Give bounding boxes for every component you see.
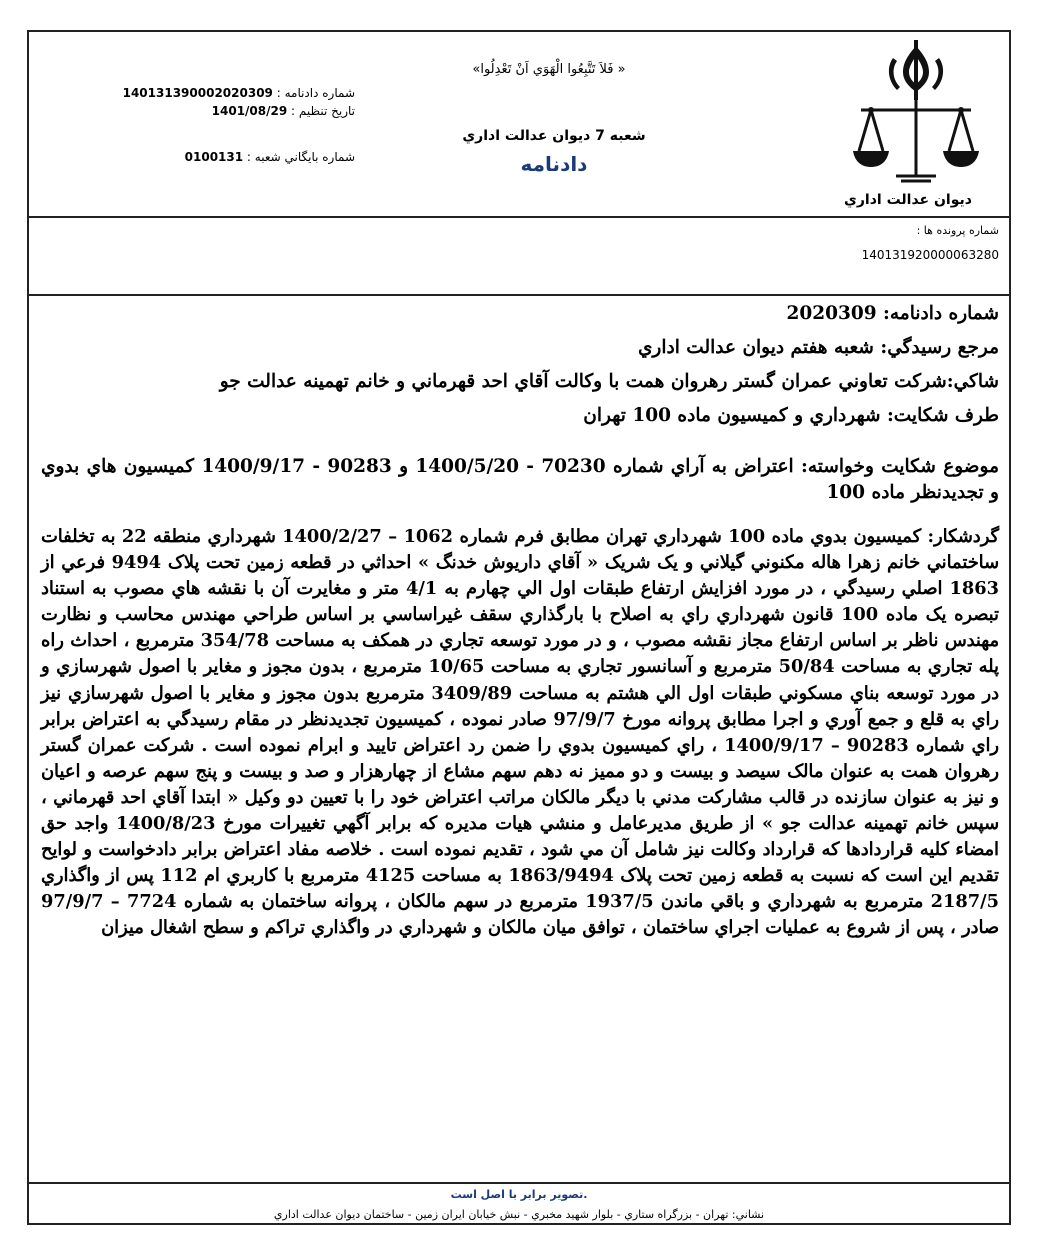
document-title: دادنامه — [520, 152, 588, 176]
date-row — [107, 102, 355, 120]
authority-line: مرجع رسيدگي: شعبه هفتم ديوان عدالت اداري — [637, 337, 999, 358]
subject-paragraph: موضوع شكايت وخواسته: اعتراض به آراي شماره 70230 - 1400/5/20 و 90283 - 1400/9/17 كميسيون هاي بدوي و تجديدنظر ماده 100 — [41, 456, 999, 503]
verdict-number-line: شماره دادنامه: 2020309 — [786, 303, 999, 324]
verdict-number-label: شماره دادنامه : — [276, 86, 355, 100]
branch-name: شعبه 7 دیوان عدالت اداري — [462, 128, 646, 144]
case-number-box — [29, 216, 1009, 296]
certified-copy-note: تصوير برابر با اصل است. — [450, 1188, 588, 1201]
plaintiff-line: شاكي:شركت تعاوني عمران گستر رهروان همت با وكالت آقاي احد قهرماني و خانم تهمينه عدالت جو — [219, 371, 999, 392]
document-footer — [29, 1182, 1009, 1229]
document-frame — [27, 30, 1011, 1225]
court-address: نشاني: تهران - بزرگراه ستاري - بلوار شهيد مخبري - نبش خيابان ايران زمين - ساختمان ديوان عدالت اداري — [273, 1208, 765, 1221]
narrative-paragraph: گردشكار: كميسيون بدوي ماده 100 شهرداري تهران مطابق فرم شماره 1062 – 1400/2/27 شهرداري منطقه 22 به تخلفات ساختماني خانم زهرا هاله مكنوني گيلاني و يک شريک « آقاي داريوش خدنگ » احداثي در قطعه زمين تحت پلاک 9494 فرعي از 1863 اصلي رسيدگي ، در مورد افزايش ارتفاع طبقات اول الي چهارم به 4/1 متر و مغايرت آن با نقشه هاي مصوب به استناد تبصره يک ماده 100 قانون شهرداري راي به اصلاح با بارگذاري سقف غيراساسي بر اساس طراحي مهندس محاسب و نظارت مهندس ناظر بر اساس ارتفاع مجاز نقشه مصوب ، و در مورد توسعه تجاري در همكف به مساحت 354/78 مترمربع ، احداث راه پله تجاري به مساحت 50/84 مترمربع و آسانسور تجاري به مساحت 10/65 مترمربع ، بدون مجوز و مغاير با اصول شهرسازي و در مورد توسعه بناي مسكوني طبقات اول الي هشتم به مساحت 3409/89 مترمربع بدون مجوز و مغاير با اصول شهرسازي نيز راي به قلع و جمع آوري و اجرا مطابق پروانه مورخ 97/9/7 صادر نموده ، كميسيون تجديدنظر در مقام رسيدگي به اعتراض برابر راي شماره 90283 – 1400/9/17 ، راي كميسيون بدوي را ضمن رد اعتراض تاييد و ابرام نموده است . شركت عمران گستر رهروان همت به عنوان مالک سيصد و بيست و دو مميز نه دهم سهم مشاع از چهارهزار و صد و بيست و پنج سهم عرصه و اعيان و نيز به عنوان سازنده در قالب مشاركت مدني با ديگر مالكان مراتب اعتراض خود را با تعيين دو وكيل « ابتدا آقاي احد قهرماني ، سپس خانم تهمينه عدالت جو » از طريق مديرعامل و منشي هيات مديره كه برابر آگهي تغييرات مورخ 1400/8/23 واجد حق امضاء كليه قراردادها كه قرارداد وكالت نيز شامل آن مي شود ، تقديم نموده است . خلاصه مفاد اعتراض برابر دادخواست و لوايح تقديم اين است كه نسبت به قطعه زمين تحت پلاک 1863/9494 به مساحت 4125 مترمربع با كاربري ام 112 پس از واگذاري 2187/5 مترمربع به شهرداري و باقي ماندن 1937/5 مترمربع در سهم مالكان ، پروانه ساختمان به شماره 7724 – 97/9/7 صادر ، پس از شروع به عمليات اجراي ساختمان ، توافق ميان مالكان و شهرداري در واگذاري تراكم و سطح اشغال ميزان — [41, 526, 1000, 939]
case-number-value: 140131920000063280 — [861, 248, 999, 262]
emblem-block — [841, 36, 991, 214]
archive-row — [107, 148, 355, 166]
quran-verse: «فَلاَ تَتَّبِعُوا الْهَوَي اَنْ تَعْدِلُوا » — [472, 62, 626, 77]
date-value: 1401/08/29 — [211, 104, 288, 118]
archive-value: 0100131 — [184, 150, 244, 164]
org-name: ديوان عدالت اداري — [844, 192, 972, 208]
defendant-line: طرف شكايت: شهرداري و كميسيون ماده 100 تهران — [583, 405, 999, 426]
case-number-label: شماره پرونده ها : — [916, 224, 999, 237]
document-metadata — [107, 84, 355, 166]
scales-of-justice-emblem-icon — [841, 36, 991, 196]
archive-label: شماره بايگاني شعبه : — [246, 150, 355, 164]
verdict-number-row — [107, 84, 355, 102]
date-label: تاريخ تنظيم : — [291, 104, 355, 118]
document-header — [29, 32, 1009, 218]
verdict-number-value: 140131390002020309 — [122, 86, 273, 100]
verdict-body — [41, 296, 999, 942]
